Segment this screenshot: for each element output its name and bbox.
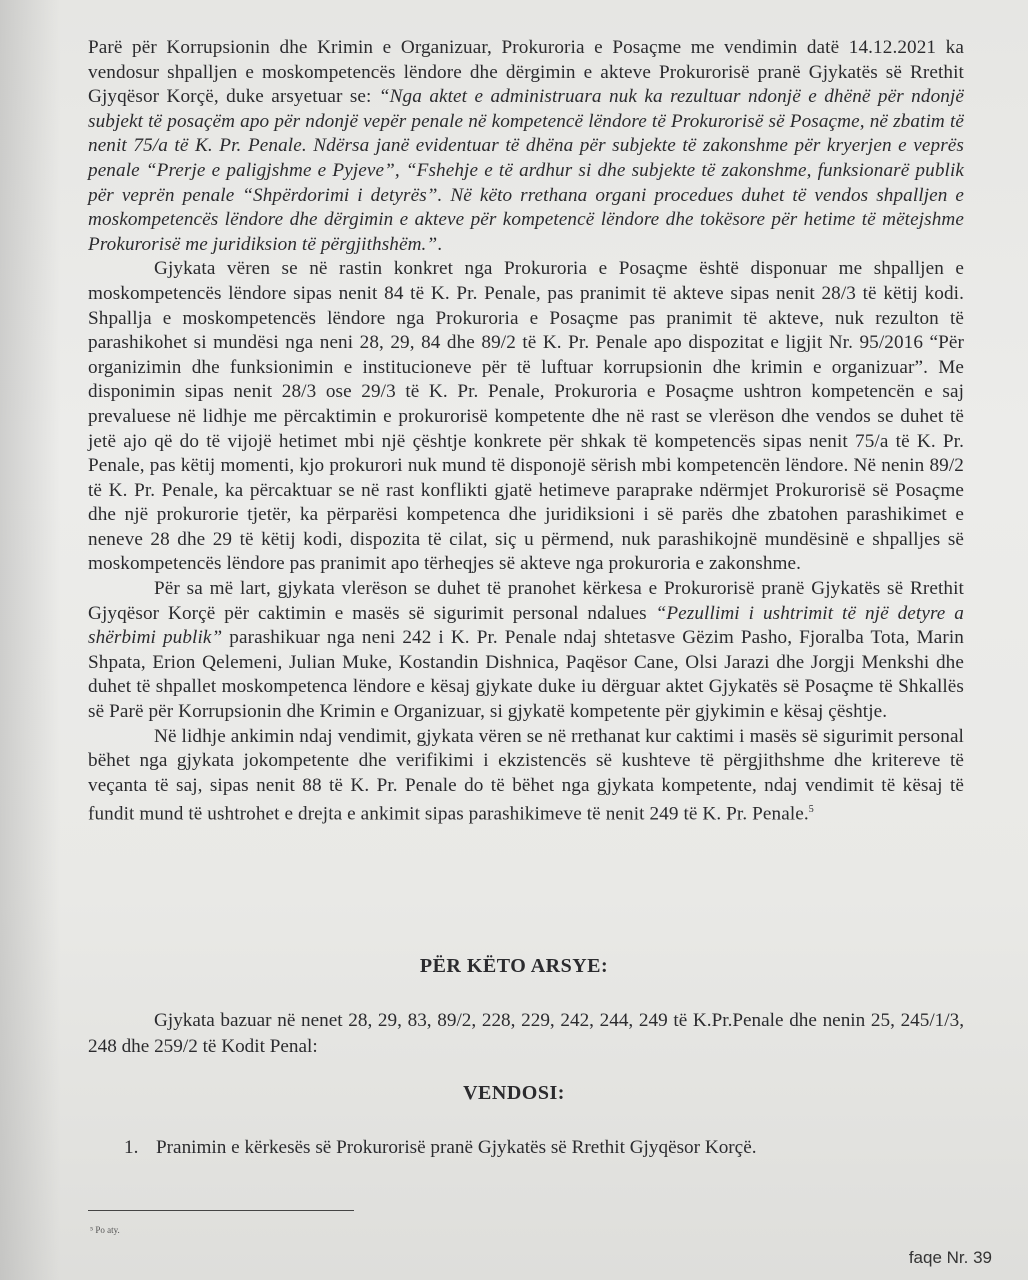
paragraph-3-text: Për sa më lart, gjykata vlerëson se duhet të pranohet kërkesa e Prokurorisë pranë Gjykatës së Rrethit Gjyqësor Korçë për caktimin e masës së sigurimit personal ndalues (88, 578, 964, 624)
paragraph-1 (88, 36, 964, 257)
decision-item (124, 1137, 757, 1159)
paragraph-1-quote: “Nga aktet e administruara nuk ka rezultuar ndonjë e dhënë për ndonjë subjekt të posaçëm apo për ndonjë vepër penale në kompetencë lëndore të Prokurorisë së Posaçme, në zbatim të nenit 75/a të K. Pr. Penale. Ndërsa janë evidentuar të dhëna për subjekte të zakonshme për kryerjen e veprës penale “Prerje e paligjshme e Pyjeve”, “Fshehje e të ardhur si dhe subjekte të zakonshme, funksionarë publik për veprën penale “Shpërdorimi i detyrës”. Në këto rrethana organi procedues duhet të vendos shpalljen e moskompetencës lëndore dhe dërgimin e akteve për kompetencë lëndore dhe tokësore për hetime të mëtejshme Prokurorisë me juridiksion të përgjithshëm.” (88, 86, 964, 255)
paragraph-4-text: Në lidhje ankimin ndaj vendimit, gjykata vëren se në rrethanat kur caktimi i masës së sigurimit personal bëhet nga gjykata jokompetente dhe verifikimi i ekzistencës së kushteve të përgjithshme dhe kritereve të veçanta të saj, sipas nenit 88 të K. Pr. Penale do të bëhet nga gjykata kompetente, ndaj vendimit të kësaj të fundit mund të ushtrohet e drejta e ankimit sipas parashikimeve të nenit 249 të K. Pr. Penale. (88, 725, 964, 825)
paragraph-4 (88, 725, 964, 828)
paragraph-1-text: Parë për Korrupsionin dhe Krimin e Organizuar, Prokuroria e Posaçme me vendimin datë 14.12.2021 ka vendosur shpalljen e moskompetencës lëndore dhe dërgimin e akteve Prokurorisë pranë Gjykatës së Rrethit Gjyqësor Korçë, duke arsyetuar se: (88, 37, 964, 108)
footnote-divider (88, 1210, 354, 1211)
paragraph-3-quote: “Pezullimi i ushtrimit të një detyre a shërbimi publik” (88, 602, 964, 649)
reasons-heading: PËR KËTO ARSYE: (419, 955, 609, 977)
paragraph-1-end: . (437, 233, 443, 255)
decision-item-number: 1. (124, 1137, 139, 1158)
legal-basis-paragraph (88, 1008, 964, 1060)
paragraph-2: Gjykata vëren se në rastin konkret nga Prokuroria e Posaçme është disponuar me shpalljen e moskompetencës lëndore sipas nenit 84 të K. Pr. Penale, pas pranimit të akteve sipas nenit 28/3 të këtij kodi. Shpallja e moskompetencës lëndore nga Prokuroria e Posaçme pas pranimit të akteve, nuk rezulton të parashikohet si mundësi nga neni 28, 29, 84 dhe 89/2 të K. Pr. Penale apo dispozitat e ligjit Nr. 95/2016 “Për organizimin dhe funksionimin e institucioneve për të luftuar korrupsionin dhe krimin e organizuar”. Me disponimin sipas nenit 28/3 ose 29/3 të K. Pr. Penale, Prokuroria e Posaçme ushtron kompetencën e saj prevaluese në lidhje me përcaktimin e prokurorisë kompetente dhe në rast se vlerëson dhe vendos se duhet të jetë ajo që do të vijojë hetimet mbi një çështje konkrete për shkak të kompetencës sipas nenit 75/a të K. Pr. Penale, pas këtij momenti, kjo prokurori nuk mund të disponojë sërish mbi kompetencën lëndore. Në nenin 89/2 të K. Pr. Penale, ka përcaktuar se në rast konflikti gjatë hetimeve paraprake ndërmjet Prokurorisë së Posaçme dhe një prokurorie tjetër, ka përparësi kompetenca dhe juridiksioni i së parës dhe zbatohen parashikimet e neneve 28 dhe 29 të këtij kodi, dispozita të cilat, siç u përmend, nuk parashikojnë mundësinë e shpalljes së moskompetencës lëndore pas pranimit apo tërheqjes së akteve nga prokuroria e zakonshme. (88, 258, 964, 575)
legal-basis-text: Gjykata bazuar në nenet 28, 29, 83, 89/2, 228, 229, 242, 244, 249 të K.Pr.Penale dhe nenin 25, 245/1/3, 248 dhe 259/2 të Kodit Penal: (88, 1010, 964, 1057)
paragraph-3 (88, 577, 964, 725)
page-number: faqe Nr. 39 (908, 1248, 992, 1267)
paragraph-3-text-end: parashikuar nga neni 242 i K. Pr. Penale ndaj shtetasve Gëzim Pasho, Fjoralba Tota, Marin Shpata, Erion Qelemeni, Julian Muke, Kostandin Dishnica, Paqësor Cane, Olsi Jarazi dhe Jorgji Menkshi dhe duhet të shpallet moskompetenca lëndore e kësaj gjykate duke iu dërguar aktet Gjykatës së Posaçme të Shkallës së Parë për Korrupsionin dhe Krimin e Organizuar, si gjykatë kompetente për gjykimin e kësaj çështje. (88, 627, 965, 723)
decision-item-text: Pranimin e kërkesës së Prokurorisë pranë Gjykatës së Rrethit Gjyqësor Korçë. (156, 1137, 757, 1158)
document-body (88, 36, 964, 827)
footnote-reference: 5 (808, 804, 814, 816)
footnote-text: ⁵ Po aty. (90, 1225, 120, 1235)
decision-heading: VENDOSI: (463, 1082, 565, 1104)
